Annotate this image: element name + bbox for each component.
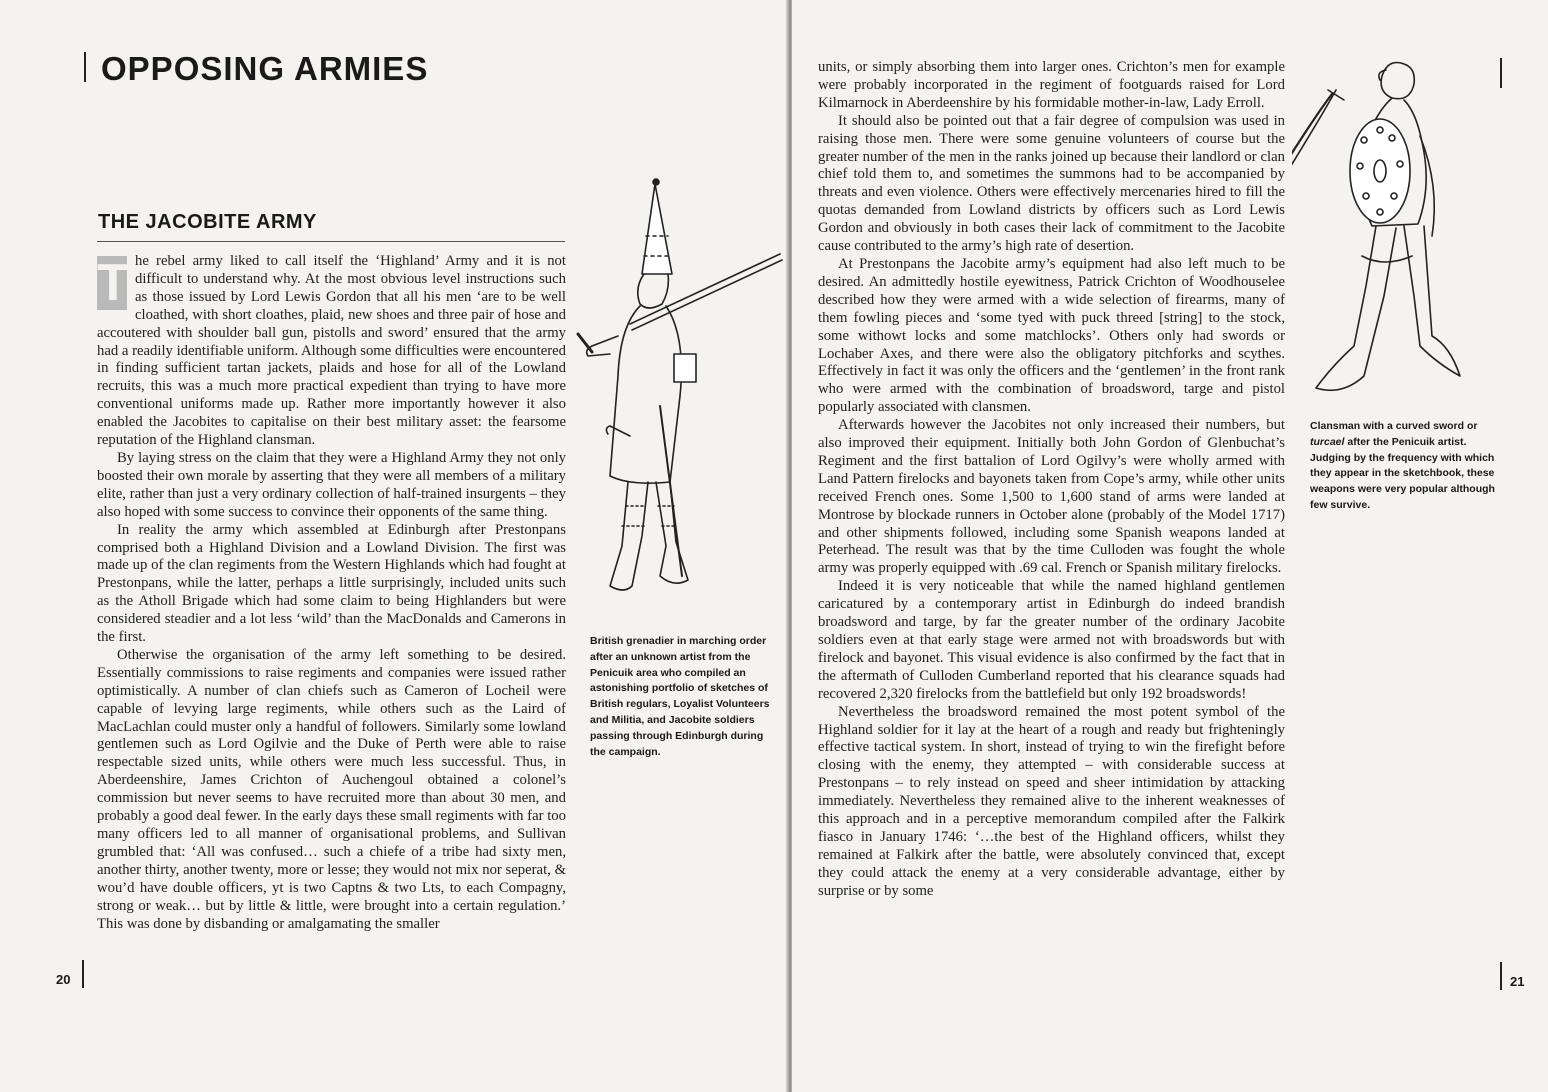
- right-body-text: [818, 59, 1285, 901]
- right-margin-rule-bottom: [1500, 962, 1502, 990]
- clansman-illustration: [1292, 46, 1504, 406]
- body-paragraph: It should also be pointed out that a fair degree of compulsion was used in raising those men. There were some genuine volunteers of course but the greater number of the men in the ranks joined up because their landlord or clan chief told them to, and sometimes the summons had to be accompanied by threats and even violence. Others were effectively mercenaries hired to fill the quotas demanded from Lowland districts by officers such as Lord Lewis Gordon and obviously in both cases their lack of commitment to the Jacobite cause contributed to the army’s high rate of desertion.: [818, 112, 1285, 255]
- page-number-right: 21: [1510, 974, 1525, 989]
- body-paragraph: Afterwards however the Jacobites not only increased their numbers, but also improved their equipment. Initially both John Gordon of Glenbuchat’s Regiment and the first battalion of Lord Ogilvy’s were wholly armed with Land Pattern firelocks and bayonets taken from Cope’s army, while other units received French ones. Some 1,500 to 1,600 stand of arms were landed at Montrose by blockade runners in October alone (probably of the Model 1717) and other shipments followed, including some Spanish weapons landed at Peterhead. The result was that by the time Culloden was fought the whole army was properly equipped with .69 cal. French or Spanish military firelocks.: [818, 417, 1285, 577]
- page-number-left: 20: [56, 972, 71, 987]
- grenadier-illustration: [570, 176, 785, 608]
- body-paragraph: Indeed it is very noticeable that while the named highland gentlemen caricatured by a contemporary artist in Edinburgh do indeed brandish broadsword and targe, by far the greater number of the ordinary Jacobite soldiers even at that early stage were armed not with broadswords but with firelock and bayonet. This visual evidence is also confirmed by the fact that in the aftermath of Culloden Cumberland reported that his clearance squads had recovered 2,320 firelocks from the battlefield but only 192 broadswords!: [818, 578, 1285, 702]
- caption-term: turcael: [1310, 435, 1345, 448]
- left-margin-rule-top: [84, 52, 86, 82]
- body-paragraph: In reality the army which assembled at Edinburgh after Prestonpans comprised both a Highland Division and a Lowland Division. The first was made up of the clan regiments from the Western Highlands which had fought at Prestonpans, while the latter, perhaps a little surprisingly, included units such as the Atholl Brigade which had some claim to being Highlanders but were considered steadier and a lot less ‘wild’ than the MacDonalds and Camerons in the first.: [97, 521, 566, 646]
- body-paragraph: [97, 253, 566, 450]
- clansman-caption: Clansman with a curved sword or turcael after the Penicuik artist. Judging by the frequency with which they appear in the sketchbook, these weapons were very popular although few survive.: [1310, 420, 1495, 511]
- body-paragraph: Nevertheless the broadsword remained the most potent symbol of the Highland soldier for it lay at the heart of a rough and ready but frighteningly effective tactical system. In short, instead of trying to win the firefight before closing with the enemy, they attempted – with considerable success at Prestonpans – to rely instead on speed and sheer intimidation by attacking immediately. Nevertheless they remained alive to the inherent weaknesses of this approach and in a perceptive memorandum compiled after the Falkirk fiasco in January 1746: ‘…the best of the Highland officers, whilst they remained at Falkirk after the battle, were absolutely convinced that, except they could attack the enemy at a very considerable advantage, either by surprise or by some: [818, 703, 1285, 899]
- body-paragraph: At Prestonpans the Jacobite army’s equipment had also left much to be desired. An admittedly hostile eyewitness, Patrick Crichton of Woodhouselee described how they were armed with a wide selection of firearms, many of them fowling pieces and ‘some tyed with puck threed [string] to the stock, some withowt locks and some matchlocks’. Others only had swords or Lochaber Axes, and there were also the obligatory pitchforks and scythes. Effectively in fact it was only the officers and the ‘gentlemen’ in the front rank who were armed with the combination of broadsword, targe and pistol popularly associated with clansmen.: [818, 255, 1285, 416]
- section-title: THE JACOBITE ARMY: [98, 211, 317, 233]
- left-margin-rule-bottom: [82, 960, 84, 988]
- drop-cap: T: [97, 254, 129, 312]
- body-paragraph: units, or simply absorbing them into larger ones. Crichton’s men for example were probably incorporated in the regiment of footguards raised for Lord Kilmarnock in Aberdeenshire by his formidable mother-in-law, Lady Erroll.: [818, 59, 1285, 111]
- left-body-text: [97, 253, 566, 933]
- paragraph-text: he rebel army liked to call itself the ‘Highland’ Army and it is not difficult to understand why. At the most obvious level instructions such as those issued by Lord Lewis Gordon that all his men ‘are to be well cloathed, with short cloathes, plaid, new shoes and three pair of hose and accoutered with shoulder ball gun, pistolls and sword’ ensured that the army had a readily identifiable uniform. Although some difficulties were encountered in finding sufficient tartan jackets, plaids and hose for all of the Lowland recruits, this was a much more practical expedient than trying to have more conventional uniforms made up. Rather more importantly however it also enabled the Jacobites to capitalise on their best military asset: the fearsome reputation of the Highland clansman.: [97, 253, 566, 449]
- body-paragraph: Otherwise the organisation of the army left something to be desired. Essentially commissions to raise regiments and companies were issued rather optimistically. A number of clan chiefs such as Cameron of Locheil were capable of levying large regiments, while others such as the Laird of MacLachlan could muster only a handful of followers. Similarly some lowland gentlemen such as Lord Ogilvie and the Duke of Perth were able to raise respectable sized units, while others were much less successful. Thus, in Aberdeenshire, James Crichton of Auchengoul obtained a colonel’s commission but never seems to have recruited more than about 30 men, and probably a good deal fewer. In the early days these small regiments with far too many officers led to all manner of organisational problems, and Sullivan grumbled that: ‘All was confused… such a chiefe of a tribe had sixty men, another thirty, another twenty, more or lesse; they would not mix nor seperat, & wou’d have double officers, yt is two Captns & two Lts, to each Compagny, strong or weak… but by little & little, were brought into a certain regulation.’ This was done by disbanding or amalgamating the smaller: [97, 646, 566, 932]
- section-rule: [97, 241, 565, 242]
- body-paragraph: By laying stress on the claim that they were a Highland Army they not only boosted their own morale by asserting that they were all members of a military elite, rather than just a very ordinary collection of half-trained insurgents – they also hoped with some success to convince their opponents of the same thing.: [97, 449, 566, 520]
- chapter-title: OPPOSING ARMIES: [101, 50, 429, 87]
- grenadier-caption: British grenadier in marching order after an unknown artist from the Penicuik area who compiled an astonishing portfolio of sketches of British regulars, Loyalist Volunteers and Militia, and Jacobite soldiers passing through Edinburgh during the campaign.: [590, 635, 770, 758]
- right-margin-rule-top: [1500, 58, 1502, 88]
- right-page: [792, 0, 1548, 1092]
